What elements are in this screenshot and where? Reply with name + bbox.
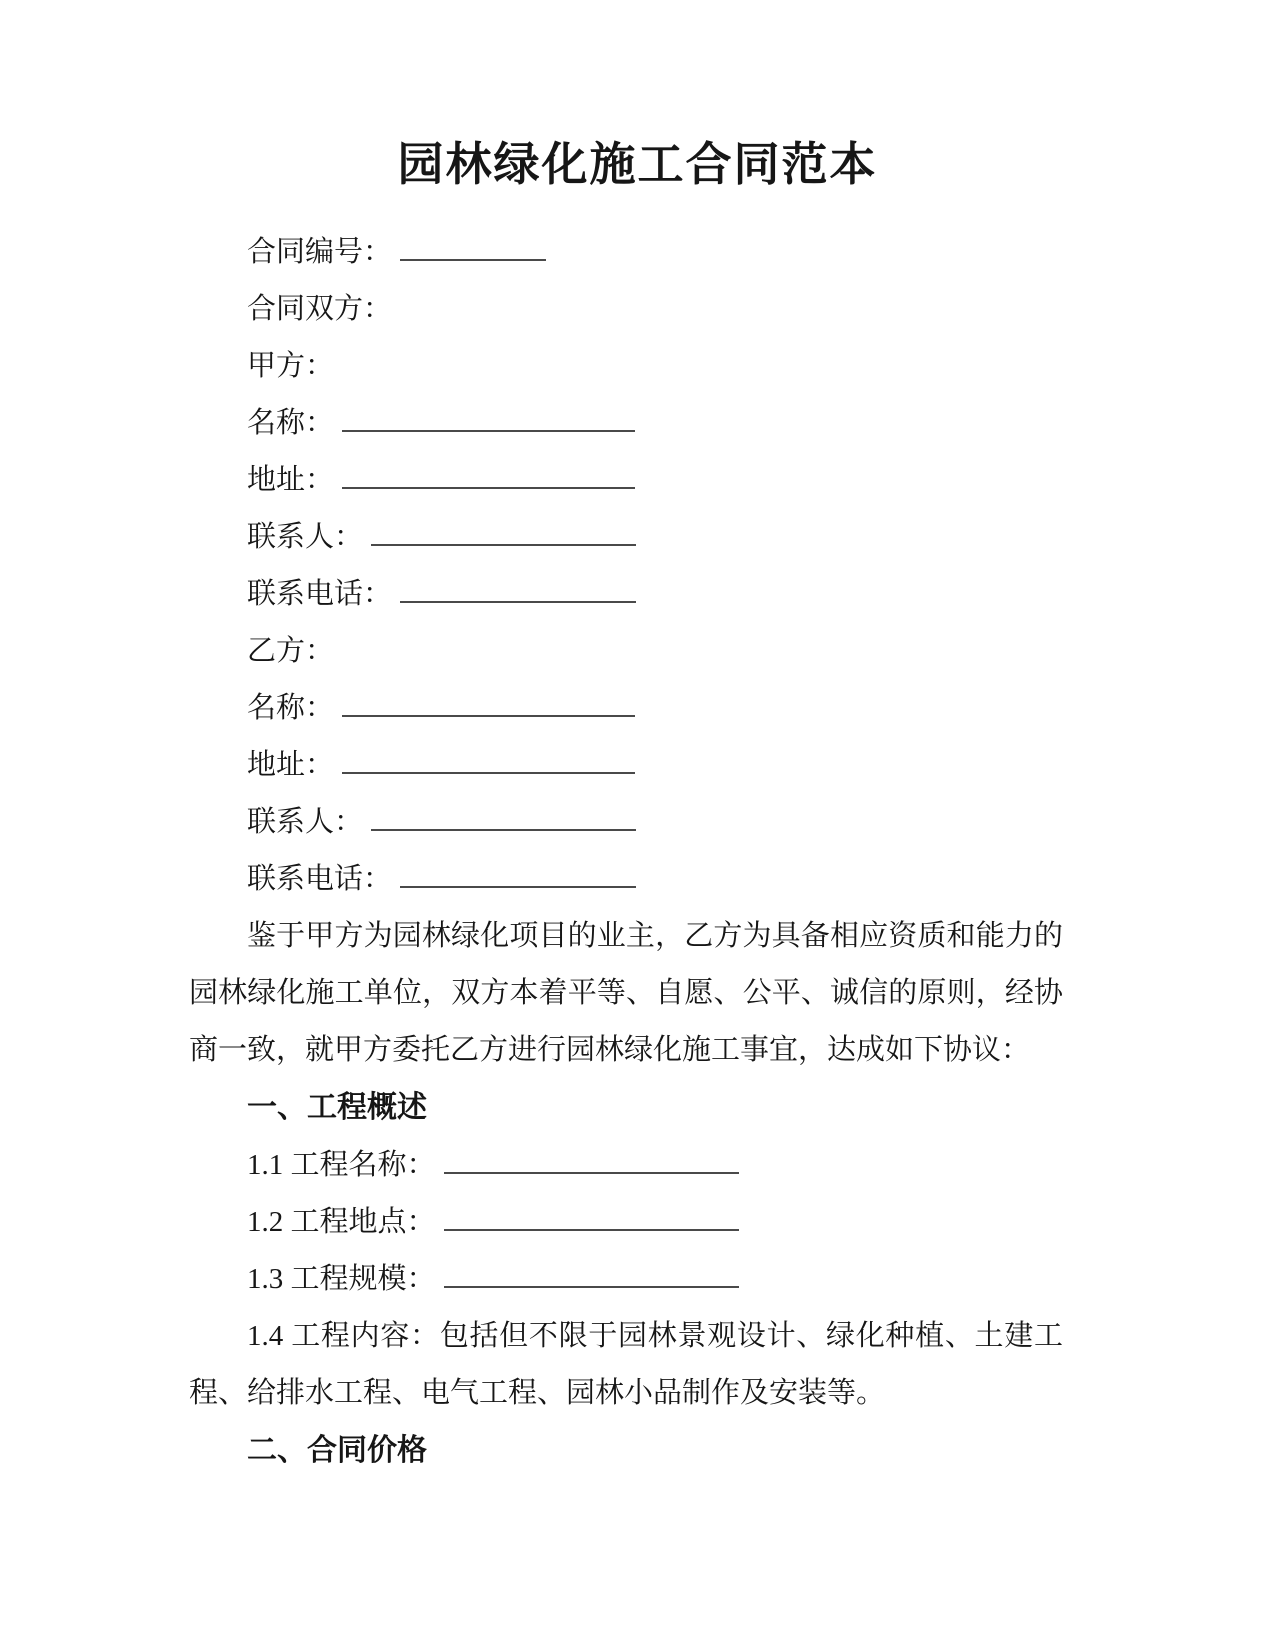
party-b-phone-row: [189, 851, 1063, 908]
item-label: 1.3 工程规模：: [247, 1263, 436, 1295]
section-1-heading-row: [189, 1079, 1063, 1137]
item-1-3-row: [189, 1251, 1063, 1308]
field-label: 联系人：: [247, 806, 364, 838]
contract-number-blank: [400, 230, 546, 261]
field-label: 联系人：: [247, 521, 364, 553]
party-a-heading: 甲方：: [247, 350, 335, 382]
contract-number-label: 合同编号：: [247, 236, 393, 268]
document-title: 园林绿化施工合同范本: [397, 139, 878, 190]
party-a-address-row: [189, 452, 1063, 509]
fill-in-blank: [342, 686, 635, 717]
party-a-contact-row: [189, 509, 1063, 566]
fill-in-blank: [400, 572, 636, 603]
section-2-heading-row: [189, 1422, 1063, 1480]
fill-in-blank: [400, 857, 636, 888]
field-label: 地址：: [247, 464, 335, 496]
parties-label: 合同双方：: [247, 293, 393, 325]
party-b-contact-row: [189, 794, 1063, 851]
item-1-4-paragraph: [189, 1308, 1063, 1422]
field-label: 名称：: [247, 407, 335, 439]
fill-in-blank: [342, 743, 635, 774]
preamble-paragraph: 鉴于甲方为园林绿化项目的业主，乙方为具备相应资质和能力的园林绿化施工单位，双方本着平等、自愿、公平、诚信的原则，经协商一致，就甲方委托乙方进行园林绿化施工事宜，达成如下协议：: [189, 920, 1063, 1066]
document-body: [0, 224, 1275, 1480]
fill-in-blank: [444, 1257, 739, 1288]
party-b-name-row: [189, 680, 1063, 737]
section-2-heading: 二、合同价格: [247, 1434, 427, 1467]
fill-in-blank: [342, 458, 635, 489]
field-label: 地址：: [247, 749, 335, 781]
field-label: 名称：: [247, 692, 335, 724]
item-label: 1.4 工程内容：: [247, 1320, 440, 1352]
party-b-heading-row: [189, 623, 1063, 680]
item-label: 1.2 工程地点：: [247, 1206, 436, 1238]
item-label: 1.1 工程名称：: [247, 1149, 436, 1181]
item-1-1-row: [189, 1137, 1063, 1194]
party-b-heading: 乙方：: [247, 635, 335, 667]
fill-in-blank: [444, 1200, 739, 1231]
field-label: 联系电话：: [247, 578, 393, 610]
item-text: 包括但不限于园林景观设计、绿化种植、土建工程、给排水工程、电气工程、园林小品制作及安装等。: [189, 1320, 1063, 1409]
section-1-heading: 一、工程概述: [247, 1091, 427, 1124]
party-b-address-row: [189, 737, 1063, 794]
contract-number-row: [189, 224, 1063, 281]
field-label: 联系电话：: [247, 863, 393, 895]
parties-row: [189, 281, 1063, 338]
fill-in-blank: [371, 800, 636, 831]
fill-in-blank: [371, 515, 636, 546]
party-a-phone-row: [189, 566, 1063, 623]
party-a-name-row: [189, 395, 1063, 452]
item-1-2-row: [189, 1194, 1063, 1251]
fill-in-blank: [342, 401, 635, 432]
party-a-heading-row: [189, 338, 1063, 395]
fill-in-blank: [444, 1143, 739, 1174]
